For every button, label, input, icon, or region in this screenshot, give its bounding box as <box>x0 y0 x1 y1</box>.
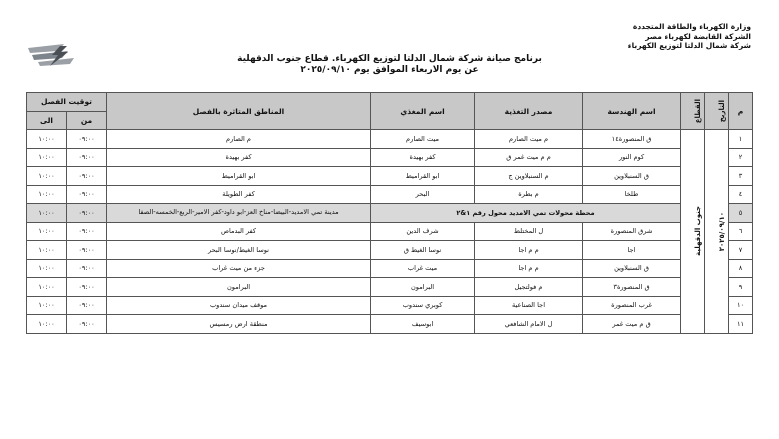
row-num: ١١ <box>729 315 753 334</box>
feeder-cell: ميت غراب <box>371 259 475 278</box>
table-row <box>27 259 753 278</box>
source-cell: م م اجا <box>475 241 583 260</box>
feeder-cell: ميت الصارم <box>371 130 475 149</box>
engineering-cell: طلخا <box>583 185 681 204</box>
feeder-cell: البحر <box>371 185 475 204</box>
header-date: التاريخ <box>705 93 729 130</box>
engineering-cell: ق السنبلاوين <box>583 259 681 278</box>
from-cell: ٠٩:٠٠ <box>67 315 107 334</box>
from-cell: ٠٩:٠٠ <box>67 204 107 223</box>
header-to: الى <box>27 111 67 130</box>
areas-cell: جزء من ميت غراب <box>107 259 371 278</box>
to-cell: ١٠:٠٠ <box>27 278 67 297</box>
header-engineering: اسم الهندسة <box>583 93 681 130</box>
title-line-2: عن يوم الاربعاء الموافق يوم ٢٠٢٥/٠٩/١٠ <box>300 65 479 75</box>
engineering-cell: ق السنبلاوين <box>583 167 681 186</box>
from-cell: ٠٩:٠٠ <box>67 185 107 204</box>
feeder-cell: شرف الدين <box>371 222 475 241</box>
to-cell: ١٠:٠٠ <box>27 222 67 241</box>
row-num: ١٠ <box>729 296 753 315</box>
table-row <box>27 296 753 315</box>
date-cell: ٢٠٢٥/٠٩/١٠ <box>705 130 729 334</box>
from-cell: ٠٩:٠٠ <box>67 222 107 241</box>
row-num: ٤ <box>729 185 753 204</box>
areas-cell: ابو القراميط <box>107 167 371 186</box>
table-row <box>27 167 753 186</box>
source-cell: م السنبلاوين ج <box>475 167 583 186</box>
areas-cell: م الصارم <box>107 130 371 149</box>
row-num: ٦ <box>729 222 753 241</box>
table-row <box>27 148 753 167</box>
row-num: ٧ <box>729 241 753 260</box>
to-cell: ١٠:٠٠ <box>27 148 67 167</box>
areas-cell: البرامون <box>107 278 371 297</box>
source-cell: م م اجا <box>475 259 583 278</box>
station-span-cell: محطة محولات تمي الامديد محول رقم ١&٢ <box>371 204 681 223</box>
header-num: م <box>729 93 753 130</box>
from-cell: ٠٩:٠٠ <box>67 296 107 315</box>
engineering-cell: كوم النور <box>583 148 681 167</box>
from-cell: ٠٩:٠٠ <box>67 278 107 297</box>
to-cell: ١٠:٠٠ <box>27 185 67 204</box>
engineering-cell: ق م ميت غمر <box>583 315 681 334</box>
engineering-cell: شرق المنصورة <box>583 222 681 241</box>
table-row <box>27 278 753 297</box>
to-cell: ١٠:٠٠ <box>27 259 67 278</box>
table-header-row-1 <box>27 93 753 112</box>
areas-cell: مدينة تمي الامديد-البيضا-مناخ العز-ابو داود-كفر الامير-الربع-الخمسه-الصفا <box>107 204 371 223</box>
to-cell: ١٠:٠٠ <box>27 241 67 260</box>
areas-cell: كفر الطويلة <box>107 185 371 204</box>
row-num: ٩ <box>729 278 753 297</box>
table-row <box>27 222 753 241</box>
source-cell: ل الامام الشافعي <box>475 315 583 334</box>
row-num: ١ <box>729 130 753 149</box>
engineering-cell: ق المنصورة١٤ <box>583 130 681 149</box>
header-sector: القطاع <box>681 93 705 130</box>
document-title <box>0 54 779 76</box>
areas-cell: منطقة ارض رمسيس <box>107 315 371 334</box>
title-line-1: برنامج صيانة شركة شمال الدلتا لتوزيع الكهرباء. قطاع جنوب الدقهلية <box>237 54 542 64</box>
source-cell: اجا الصناعية <box>475 296 583 315</box>
to-cell: ١٠:٠٠ <box>27 167 67 186</box>
source-cell: م ميت الصارم <box>475 130 583 149</box>
row-num: ٨ <box>729 259 753 278</box>
header-areas: المناطق المتاثرة بالفصل <box>107 93 371 130</box>
table-row <box>27 130 753 149</box>
engineering-cell: اجا <box>583 241 681 260</box>
from-cell: ٠٩:٠٠ <box>67 148 107 167</box>
feeder-cell: ابو القراميط <box>371 167 475 186</box>
to-cell: ١٠:٠٠ <box>27 130 67 149</box>
org-line-holding: الشركة القابضة لكهرباء مصر <box>645 31 751 41</box>
to-cell: ١٠:٠٠ <box>27 296 67 315</box>
org-line-ministry: وزارة الكهرباء والطاقة المتجددة <box>632 22 751 31</box>
engineering-cell: ق المنصورة٣ <box>583 278 681 297</box>
source-cell: م م ميت غمر ق <box>475 148 583 167</box>
source-cell: ل المختلط <box>475 222 583 241</box>
from-cell: ٠٩:٠٠ <box>67 130 107 149</box>
table-row <box>27 241 753 260</box>
table-row <box>27 204 753 223</box>
from-cell: ٠٩:٠٠ <box>67 259 107 278</box>
areas-cell: نوسا الغيط/نوسا البحر <box>107 241 371 260</box>
header-source: مصدر التغذية <box>475 93 583 130</box>
row-num: ٣ <box>729 167 753 186</box>
from-cell: ٠٩:٠٠ <box>67 241 107 260</box>
feeder-cell: البرامون <box>371 278 475 297</box>
to-cell: ١٠:٠٠ <box>27 315 67 334</box>
organization-header <box>628 22 751 51</box>
areas-cell: كفر البدماص <box>107 222 371 241</box>
table-row <box>27 315 753 334</box>
header-timing: توقيت الفصل <box>27 93 107 112</box>
header-feeder: اسم المغذي <box>371 93 475 130</box>
engineering-cell: غرب المنصورة <box>583 296 681 315</box>
feeder-cell: كوبري سندوب <box>371 296 475 315</box>
feeder-cell: ابوسيف <box>371 315 475 334</box>
sector-cell: جنوب الدقهلية <box>681 130 705 334</box>
maintenance-table <box>26 92 753 334</box>
source-cell: م بطرة <box>475 185 583 204</box>
areas-cell: كفر بهيدة <box>107 148 371 167</box>
feeder-cell: كفر بهيدة <box>371 148 475 167</box>
feeder-cell: نوسا الغيط ق <box>371 241 475 260</box>
row-num: ٥ <box>729 204 753 223</box>
org-line-company: شركة شمال الدلتا لتوزيع الكهرباء <box>627 41 751 50</box>
areas-cell: موقف ميدان سندوب <box>107 296 371 315</box>
row-num: ٢ <box>729 148 753 167</box>
to-cell: ١٠:٠٠ <box>27 204 67 223</box>
table-row <box>27 185 753 204</box>
header-from: من <box>67 111 107 130</box>
source-cell: م فولتجيل <box>475 278 583 297</box>
from-cell: ٠٩:٠٠ <box>67 167 107 186</box>
